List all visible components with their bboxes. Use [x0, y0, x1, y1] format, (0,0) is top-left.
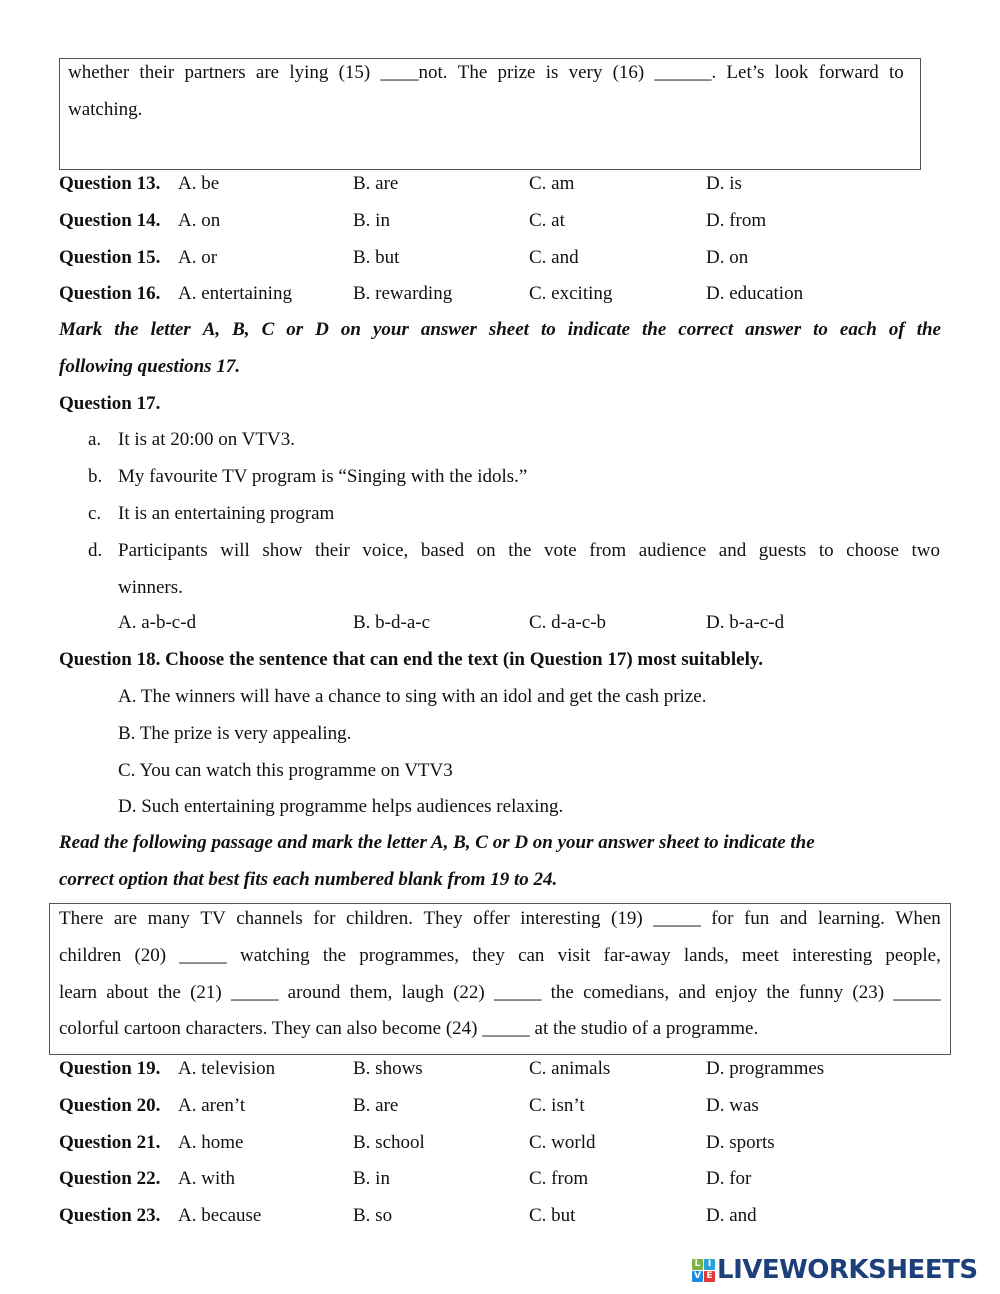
word: offer [473, 908, 510, 929]
item-marker: d. [88, 540, 103, 561]
answer-option-a[interactable]: A. television [178, 1058, 276, 1079]
word: can [518, 944, 545, 966]
word: (23) [852, 981, 885, 1003]
answer-option-b[interactable]: B. but [353, 246, 400, 268]
word: the [766, 981, 790, 1003]
word: they [472, 944, 505, 966]
word: or [286, 319, 304, 340]
word: ______. [654, 62, 717, 83]
item-marker: b. [88, 466, 103, 487]
word: each [839, 319, 877, 340]
question-label: Question 23. [59, 1205, 161, 1227]
word: and [718, 540, 747, 561]
word: voice, [362, 540, 409, 561]
word: answer [745, 319, 802, 340]
word: learn [59, 981, 97, 1003]
answer-option-c[interactable]: C. but [529, 1205, 576, 1227]
word: their [315, 540, 350, 561]
word: the [322, 944, 347, 966]
answer-option-b[interactable]: B. so [353, 1205, 393, 1227]
word: the [916, 319, 941, 340]
answer-option-d[interactable]: D. was [706, 1094, 759, 1116]
word: forward [818, 62, 879, 83]
question-label: Question 19. [59, 1058, 161, 1079]
word: children. [345, 908, 413, 929]
word: prize [497, 62, 536, 83]
word: (21) [190, 981, 222, 1003]
answer-option-d[interactable]: D. sports [706, 1131, 775, 1153]
word: meet [741, 944, 779, 966]
word: C [261, 319, 275, 340]
logo-tile: E [704, 1271, 715, 1282]
item-marker: c. [88, 503, 102, 524]
word: the [550, 981, 574, 1003]
answer-option-b[interactable]: B. shows [353, 1058, 423, 1079]
answer-option-b[interactable]: B. are [353, 1094, 399, 1116]
word: your [372, 319, 409, 340]
word: are [113, 908, 138, 929]
answer-option-c[interactable]: C. from [529, 1168, 589, 1190]
word: the [508, 540, 532, 561]
word: to [818, 540, 834, 561]
word: interesting [792, 944, 873, 966]
answer-option-c[interactable]: C. isn’t [529, 1094, 585, 1116]
liveworksheets-logo [692, 1256, 978, 1284]
word: about [106, 981, 149, 1003]
word: and [678, 981, 706, 1003]
answer-option-d[interactable]: D. from [706, 209, 767, 231]
answer-option-b[interactable]: B. are [353, 173, 399, 194]
item-text-cont: winners. [118, 577, 183, 598]
instruction-19-line2: correct option that best fits each numbered blank from 19 to 24. [59, 869, 558, 890]
word: _____ [653, 908, 701, 929]
answer-option-b[interactable]: B. school [353, 1131, 425, 1153]
word: fun [743, 908, 770, 929]
word: interesting [520, 908, 601, 929]
word: the [157, 981, 181, 1003]
word: channels [236, 908, 303, 929]
answer-option[interactable]: A. The winners will have a chance to sing with an idol and get the cash prize. [118, 686, 707, 707]
answer-option-d[interactable]: D. is [706, 173, 742, 194]
word: comedians, [583, 981, 670, 1003]
word: on [476, 540, 496, 561]
word: funny [798, 981, 844, 1003]
word: two [911, 540, 940, 561]
word: sheet [488, 319, 529, 340]
answer-option[interactable]: C. You can watch this programme on VTV3 [118, 759, 453, 781]
word: whether [68, 62, 130, 83]
word: D [315, 319, 329, 340]
passage2-line: colorful cartoon characters. They can also become (24) _____ at the studio of a programme. [59, 1018, 759, 1040]
word: on [340, 319, 361, 340]
answer-option-b[interactable]: B. in [353, 1168, 390, 1190]
question-18-label: Question 18. Choose the sentence that can end the text (in Question 17) most suitablely. [59, 649, 764, 670]
word: Mark [59, 319, 103, 340]
answer-option-a[interactable]: A. or [178, 246, 218, 268]
answer-option-d[interactable]: D. programmes [706, 1058, 825, 1079]
word: Participants [118, 540, 208, 561]
passage1-line: watching. [68, 99, 143, 120]
word: audience [638, 540, 707, 561]
word: are [255, 62, 280, 83]
question-label: Question 15. [59, 246, 161, 268]
passage2-line [59, 982, 941, 1004]
word: them, [349, 981, 393, 1003]
answer-option-c[interactable]: C. d-a-c-b [529, 612, 607, 633]
logo-tile: I [704, 1259, 715, 1270]
question-label: Question 22. [59, 1168, 161, 1190]
passage1-line [68, 62, 904, 84]
word: (20) [134, 944, 167, 966]
word: TV [200, 908, 226, 929]
answer-option-d[interactable]: D. b-a-c-d [706, 612, 785, 633]
word: will [220, 540, 250, 561]
answer-option-a[interactable]: A. home [178, 1131, 244, 1153]
instruction-17-line1 [59, 319, 941, 341]
word: look [774, 62, 809, 83]
answer-option-d[interactable]: D. on [706, 246, 749, 268]
word: the [114, 319, 139, 340]
word: _____ [493, 981, 542, 1003]
answer-option[interactable]: B. The prize is very appealing. [118, 722, 352, 744]
word: to [813, 319, 828, 340]
word: lands, [683, 944, 729, 966]
word: from [589, 540, 627, 561]
item-text [118, 540, 940, 562]
word: The [457, 62, 488, 83]
word: Let’s [726, 62, 765, 83]
word: _____ [893, 981, 941, 1003]
word: correct [678, 319, 734, 340]
question-label: Question 13. [59, 173, 161, 194]
answer-option-a[interactable]: A. because [178, 1205, 262, 1227]
word: B, [232, 319, 250, 340]
word: (19) [611, 908, 643, 929]
passage2-line [59, 908, 941, 930]
word: the [642, 319, 667, 340]
answer-option-a[interactable]: A. be [178, 173, 220, 194]
word: A, [202, 319, 221, 340]
word: vote [543, 540, 577, 561]
word: visit [557, 944, 591, 966]
item-text: It is an entertaining program [118, 503, 335, 524]
answer-option[interactable]: D. Such entertaining programme helps audiences relaxing. [118, 796, 564, 818]
word: (16) [612, 62, 645, 83]
word: around [287, 981, 341, 1003]
word: people, [885, 944, 941, 966]
word: laugh [401, 981, 444, 1003]
word: their [139, 62, 175, 83]
instruction-19-line1: Read the following passage and mark the letter A, B, C or D on your answer sheet to indicate the [59, 832, 815, 853]
word: for [711, 908, 734, 929]
word: There [59, 908, 104, 929]
word: and [779, 908, 808, 929]
answer-option-c[interactable]: C. am [529, 173, 575, 194]
word: programmes, [359, 944, 459, 966]
question-17-label: Question 17. [59, 393, 161, 414]
word: When [895, 908, 941, 929]
logo-tile: L [692, 1259, 703, 1270]
word: for [313, 908, 336, 929]
word: show [262, 540, 303, 561]
answer-option-c[interactable]: C. and [529, 246, 579, 268]
answer-option-a[interactable]: A. a-b-c-d [118, 612, 197, 633]
word: guests [758, 540, 807, 561]
instruction-17-line2: following questions 17. [59, 356, 241, 377]
answer-option-a[interactable]: A. entertaining [178, 283, 292, 305]
word: (15) [338, 62, 371, 83]
word: watching [239, 944, 310, 966]
answer-option-b[interactable]: B. b-d-a-c [353, 612, 431, 633]
word: to [540, 319, 556, 340]
word: (22) [453, 981, 485, 1003]
word: children [59, 944, 122, 966]
answer-option-c[interactable]: C. at [529, 209, 565, 231]
question-label: Question 20. [59, 1094, 161, 1116]
answer-option-b[interactable]: B. rewarding [353, 283, 453, 305]
word: lying [289, 62, 329, 83]
word: indicate [567, 319, 631, 340]
item-marker: a. [88, 429, 102, 450]
word: to [889, 62, 904, 83]
word: partners [184, 62, 246, 83]
item-text: My favourite TV program is “Singing with the idols.” [118, 466, 528, 487]
logo-text: LIVEWORKSHEETS [717, 1255, 978, 1285]
word: is [545, 62, 559, 83]
question-label: Question 16. [59, 283, 161, 305]
answer-option-b[interactable]: B. in [353, 209, 390, 231]
word: answer [420, 319, 477, 340]
word: choose [846, 540, 899, 561]
logo-tiles-icon [692, 1259, 715, 1282]
passage2-line [59, 945, 941, 967]
word: based [420, 540, 465, 561]
logo-tile: V [692, 1271, 703, 1282]
word: letter [150, 319, 191, 340]
item-text: It is at 20:00 on VTV3. [118, 429, 295, 450]
word: of [888, 319, 905, 340]
word: _____ [179, 944, 227, 966]
answer-option-a[interactable]: A. on [178, 209, 221, 231]
answer-option-d[interactable]: D. for [706, 1168, 752, 1190]
answer-option-c[interactable]: C. animals [529, 1058, 611, 1079]
question-label: Question 21. [59, 1131, 161, 1153]
word: They [423, 908, 463, 929]
word: learning. [817, 908, 885, 929]
word: ____not. [380, 62, 448, 83]
word: very [568, 62, 603, 83]
word: enjoy [714, 981, 758, 1003]
word: far-away [603, 944, 671, 966]
answer-option-c[interactable]: C. world [529, 1131, 596, 1153]
word: many [147, 908, 190, 929]
answer-option-a[interactable]: A. with [178, 1168, 235, 1190]
word: _____ [230, 981, 279, 1003]
question-label: Question 14. [59, 209, 161, 231]
answer-option-a[interactable]: A. aren’t [178, 1094, 246, 1116]
answer-option-d[interactable]: D. and [706, 1205, 757, 1227]
answer-option-d[interactable]: D. education [706, 283, 804, 305]
answer-option-c[interactable]: C. exciting [529, 283, 613, 305]
